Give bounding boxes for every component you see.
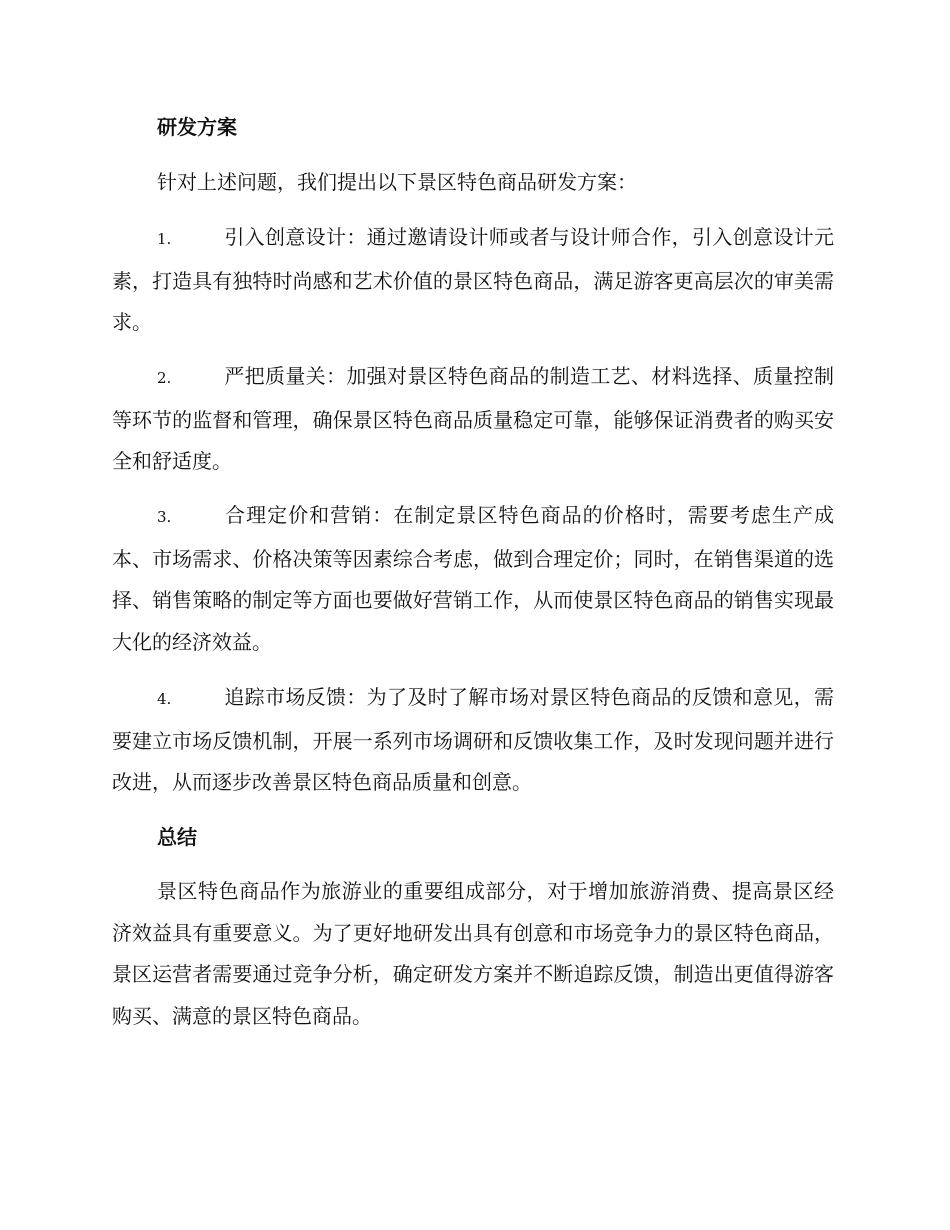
- summary-paragraph: 景区特色商品作为旅游业的重要组成部分，对于增加旅游消费、提高景区经济效益具有重要意义。为了更好地研发出具有创意和市场竞争力的景区特色商品，景区运营者需要通过竞争分析，确定研发方案并不断追踪反馈，制造出更值得游客购买、满意的景区特色商品。: [112, 879, 834, 1028]
- list-item-text: 追踪市场反馈：为了及时了解市场对景区特色商品的反馈和意见，需要建立市场反馈机制，开展一系列市场调研和反馈收集工作，及时发现问题并进行改进，从而逐步改善景区特色商品质量和创意。: [112, 685, 834, 794]
- list-item-number: 3.: [157, 508, 172, 526]
- list-item-text: 合理定价和营销：在制定景区特色商品的价格时，需要考虑生产成本、市场需求、价格决策等因素综合考虑，做到合理定价；同时，在销售渠道的选择、销售策略的制定等方面也要做好营销工作，从而使景区特色商品的销售实现最大化的经济效益。: [112, 503, 834, 654]
- list-item-number: 1.: [157, 230, 172, 248]
- list-item-3: [112, 495, 834, 663]
- list-item-text: 引入创意设计：通过邀请设计师或者与设计师合作，引入创意设计元素，打造具有独特时尚感和艺术价值的景区特色商品，满足游客更高层次的审美需求。: [112, 225, 834, 334]
- list-item-2: [112, 356, 834, 483]
- list-item-1: [112, 217, 834, 344]
- list-item-number: 2.: [157, 369, 172, 387]
- list-item-number: 4.: [157, 690, 172, 708]
- list-item-text: 严把质量关：加强对景区特色商品的制造工艺、材料选择、质量控制等环节的监督和管理，确保景区特色商品质量稳定可靠，能够保证消费者的购买安全和舒适度。: [112, 364, 834, 473]
- section-heading-plan: 研发方案: [157, 115, 237, 139]
- section-heading-summary: 总结: [157, 825, 197, 849]
- list-item-4: [112, 677, 834, 804]
- plan-intro-paragraph: 针对上述问题，我们提出以下景区特色商品研发方案：: [157, 170, 637, 194]
